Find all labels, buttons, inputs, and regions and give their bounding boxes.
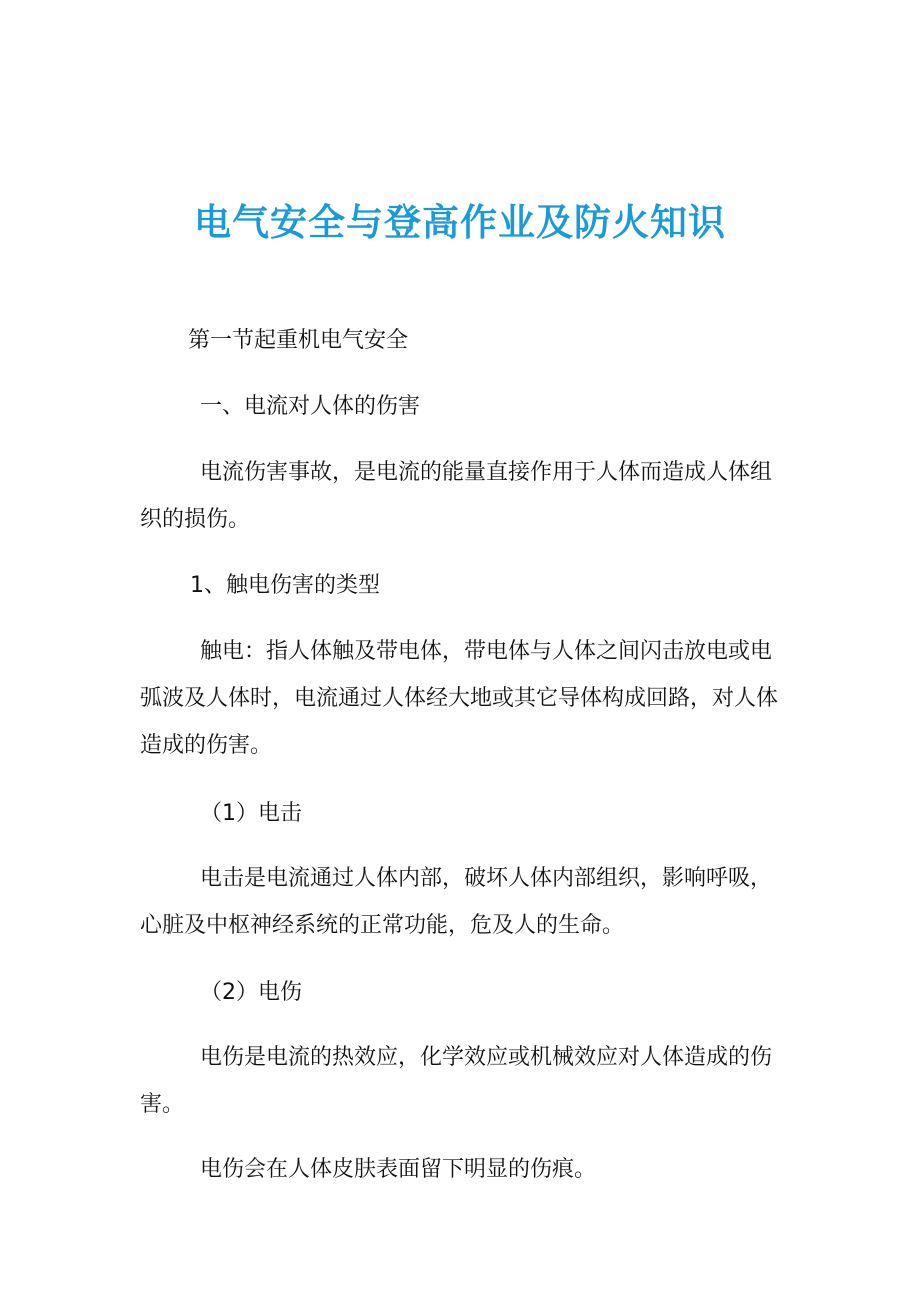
document-title: 电气安全与登高作业及防火知识 — [194, 201, 726, 244]
item-heading: （2）电伤 — [200, 980, 302, 1005]
body-paragraph: 触电：指人体触及带电体，带电体与人体之间闪击放电或电弧波及人体时，电流通过人体经大地或其它导体构成回路，对人体造成的伤害。 — [140, 639, 779, 758]
body-paragraph: 电伤会在人体皮肤表面留下明显的伤痕。 — [200, 1157, 597, 1182]
section-heading: 第一节起重机电气安全 — [188, 328, 409, 353]
numbered-heading: 1、触电伤害的类型 — [190, 573, 380, 598]
body-paragraph: 电流伤害事故，是电流的能量直接作用于人体而造成人体组织的损伤。 — [140, 460, 773, 532]
body-paragraph: 电击是电流通过人体内部，破坏人体内部组织，影响呼吸，心脏及中枢神经系统的正常功能，危及人的生命。 — [140, 866, 773, 938]
body-paragraph: 电伤是电流的热效应，化学效应或机械效应对人体造成的伤害。 — [140, 1045, 773, 1117]
item-heading: （1）电击 — [200, 801, 302, 826]
subsection-heading: 一、电流对人体的伤害 — [200, 394, 421, 419]
